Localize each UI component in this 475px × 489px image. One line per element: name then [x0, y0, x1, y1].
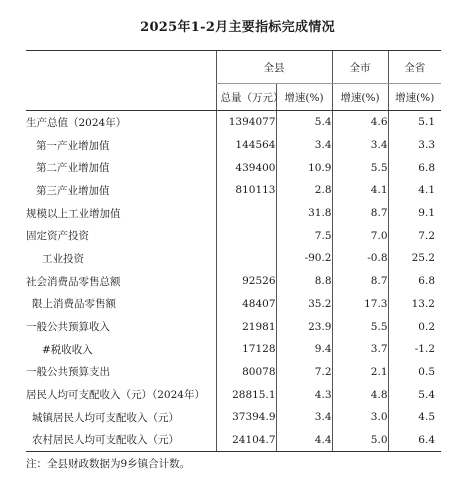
row-label: 第一产业增加值	[36, 139, 110, 152]
row-county-growth: 31.8	[276, 202, 332, 225]
row-total: 24104.7	[216, 429, 276, 452]
row-total: 80078	[216, 361, 276, 384]
row-label: #税收收入	[42, 343, 93, 356]
header-city-growth: 增速(%)	[332, 84, 388, 111]
header-county: 全县	[216, 51, 332, 84]
row-county-growth: 4.3	[276, 383, 332, 406]
row-label: 限上消费品零售额	[32, 298, 116, 311]
header-row-measures	[26, 84, 441, 111]
table-row	[26, 247, 441, 270]
table-row	[26, 406, 441, 429]
row-county-growth: 5.4	[276, 111, 332, 134]
header-province-growth: 增速(%)	[388, 84, 441, 111]
row-total: 17128	[216, 338, 276, 361]
footnote: 注：全县财政数据为9乡镇合计数。	[26, 458, 191, 470]
row-city-growth: 4.1	[332, 179, 388, 202]
row-city-growth: 2.1	[332, 361, 388, 384]
table-row	[26, 224, 441, 247]
header-province: 全省	[388, 51, 441, 84]
row-total: 92526	[216, 270, 276, 293]
row-county-growth: 2.8	[276, 179, 332, 202]
row-total	[216, 224, 276, 247]
table-row	[26, 111, 441, 134]
row-label: 一般公共预算收入	[26, 321, 110, 334]
row-county-growth: 7.2	[276, 361, 332, 384]
row-province-growth: 4.5	[388, 406, 441, 429]
row-city-growth: 8.7	[332, 202, 388, 225]
row-city-growth: 8.7	[332, 270, 388, 293]
table-row	[26, 429, 441, 452]
indicators-table	[26, 50, 441, 452]
row-total: 28815.1	[216, 383, 276, 406]
row-label: 农村居民人均可支配收入（元）	[26, 429, 216, 452]
header-row-regions	[26, 51, 441, 84]
row-total	[216, 202, 276, 225]
row-total: 48407	[216, 293, 276, 316]
row-province-growth: -1.2	[388, 338, 441, 361]
row-label: 第三产业增加值	[36, 184, 110, 197]
row-county-growth: -90.2	[276, 247, 332, 270]
row-city-growth: 5.5	[332, 156, 388, 179]
row-province-growth: 5.1	[388, 111, 441, 134]
row-label: 规模以上工业增加值	[26, 207, 121, 220]
row-county-growth: 3.4	[276, 134, 332, 157]
row-county-growth: 4.4	[276, 429, 332, 452]
row-province-growth: 9.1	[388, 202, 441, 225]
row-label: 固定资产投资	[26, 230, 89, 243]
row-city-growth: -0.8	[332, 247, 388, 270]
page-title: 2025年1-2月主要指标完成情况	[140, 20, 335, 35]
header-county-growth: 增速(%)	[276, 84, 332, 111]
row-total: 21981	[216, 315, 276, 338]
header-total: 总量（万元）	[216, 84, 276, 111]
row-total: 144564	[216, 134, 276, 157]
row-total	[216, 247, 276, 270]
row-county-growth: 23.9	[276, 315, 332, 338]
row-county-growth: 3.4	[276, 406, 332, 429]
row-province-growth: 25.2	[388, 247, 441, 270]
row-province-growth: 5.4	[388, 383, 441, 406]
table-row	[26, 270, 441, 293]
row-province-growth: 13.2	[388, 293, 441, 316]
row-total: 1394077	[216, 111, 276, 134]
row-province-growth: 3.3	[388, 134, 441, 157]
row-county-growth: 7.5	[276, 224, 332, 247]
row-city-growth: 3.7	[332, 338, 388, 361]
row-city-growth: 17.3	[332, 293, 388, 316]
header-blank-cell-2	[26, 84, 216, 111]
table-row	[26, 315, 441, 338]
row-county-growth: 8.8	[276, 270, 332, 293]
header-city: 全市	[332, 51, 388, 84]
row-city-growth: 4.6	[332, 111, 388, 134]
row-total: 37394.9	[216, 406, 276, 429]
row-city-growth: 3.0	[332, 406, 388, 429]
row-total: 439400	[216, 156, 276, 179]
row-city-growth: 5.5	[332, 315, 388, 338]
row-label: 生产总值（2024年）	[26, 116, 127, 129]
row-city-growth: 3.4	[332, 134, 388, 157]
row-city-growth: 5.0	[332, 429, 388, 452]
row-province-growth: 7.2	[388, 224, 441, 247]
row-county-growth: 9.4	[276, 338, 332, 361]
row-city-growth: 7.0	[332, 224, 388, 247]
row-total: 810113	[216, 179, 276, 202]
table-row	[26, 338, 441, 361]
table-row	[26, 134, 441, 157]
table-row	[26, 156, 441, 179]
row-city-growth: 4.8	[332, 383, 388, 406]
table-row	[26, 383, 441, 406]
row-province-growth: 0.5	[388, 361, 441, 384]
row-label: 一般公共预算支出	[26, 366, 110, 379]
table-row	[26, 202, 441, 225]
table-row	[26, 179, 441, 202]
row-label: 工业投资	[42, 252, 84, 265]
row-county-growth: 35.2	[276, 293, 332, 316]
row-label: 城镇居民人均可支配收入（元）	[32, 411, 179, 424]
row-label: 居民人均可支配收入（元）（2024年）	[26, 389, 205, 402]
row-province-growth: 6.8	[388, 156, 441, 179]
row-label: 社会消费品零售总额	[26, 275, 121, 288]
row-label: 第二产业增加值	[36, 162, 110, 175]
table-row	[26, 293, 441, 316]
header-blank-cell	[26, 51, 216, 84]
table-row	[26, 361, 441, 384]
row-province-growth: 6.8	[388, 270, 441, 293]
row-province-growth: 6.4	[388, 429, 441, 452]
row-province-growth: 0.2	[388, 315, 441, 338]
row-province-growth: 4.1	[388, 179, 441, 202]
row-county-growth: 10.9	[276, 156, 332, 179]
